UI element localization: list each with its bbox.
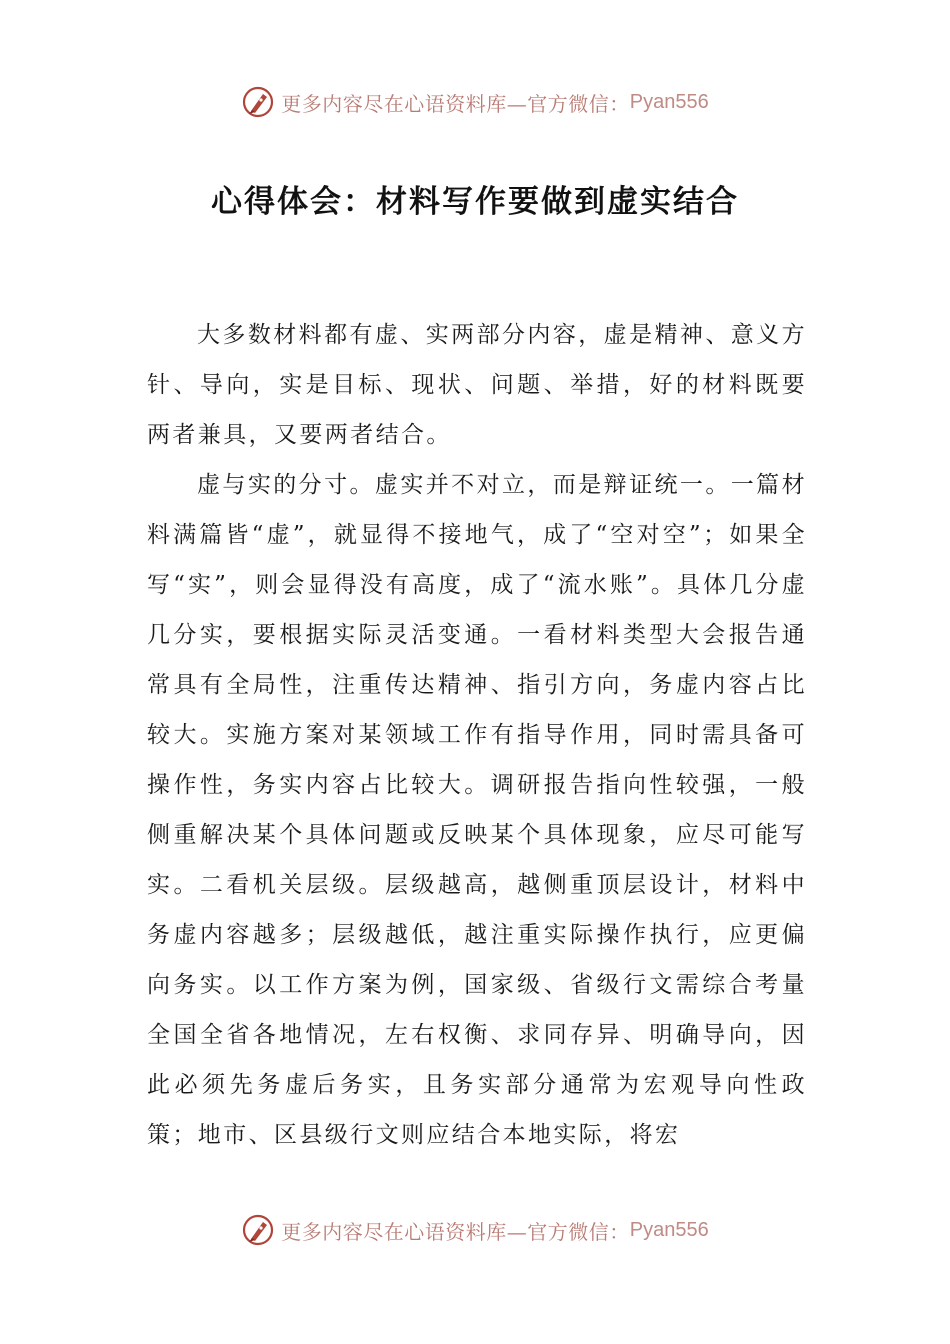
footer-watermark-banner xyxy=(0,1210,950,1250)
banner-brand-text: 更多内容尽在心语资料库—官方微信： xyxy=(281,91,630,116)
document-body xyxy=(147,310,807,1160)
document-title: 心得体会：材料写作要做到虚实结合 xyxy=(211,184,739,220)
banner-wechat-handle: Pyan556 xyxy=(629,90,709,113)
body-paragraph-1: 大多数材料都有虚、实两部分内容，虚是精神、意义方针、导向，实是目标、现状、问题、举措，好的材料既要两者兼具，又要两者结合。 xyxy=(147,322,807,448)
header-watermark-banner xyxy=(0,82,950,122)
body-paragraph-2: 虚与实的分寸。虚实并不对立，而是辩证统一。一篇材料满篇皆“虚”，就显得不接地气，成了“空对空”；如果全写“实”，则会显得没有高度，成了“流水账”。具体几分虚几分实，要根据实际灵活变通。一看材料类型大会报告通常具有全局性，注重传达精神、指引方向，务虚内容占比较大。实施方案对某领域工作有指导作用，同时需具备可操作性，务实内容占比较大。调研报告指向性较强，一般侧重解决某个具体问题或反映某个具体现象，应尽可能写实。二看机关层级。层级越高，越侧重顶层设计，材料中务虚内容越多；层级越低，越注重实际操作执行，应更偏向务实。以工作方案为例，国家级、省级行文需综合考量全国全省各地情况，左右权衡、求同存异、明确导向，因此必须先务虚后务实，且务实部分通常为宏观导向性政策；地市、区县级行文则应结合本地实际，将宏 xyxy=(147,472,807,1148)
banner-brand-text: 更多内容尽在心语资料库—官方微信： xyxy=(281,1219,630,1244)
pen-nib-logo-icon xyxy=(241,85,275,119)
pen-nib-logo-icon xyxy=(241,1213,275,1247)
banner-wechat-handle: Pyan556 xyxy=(629,1218,709,1241)
